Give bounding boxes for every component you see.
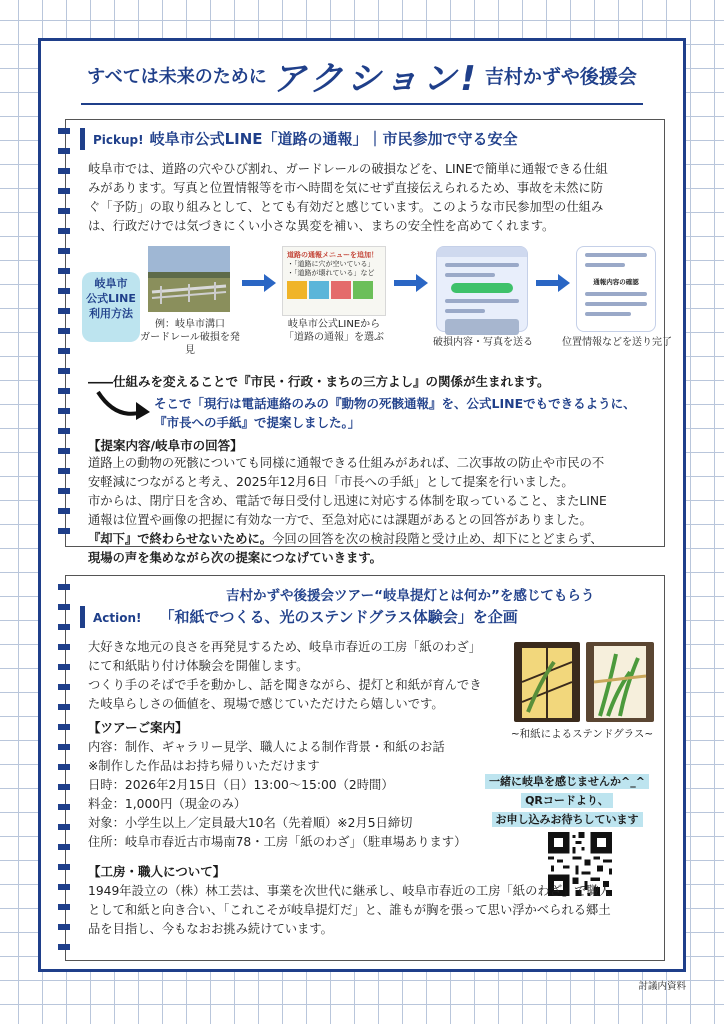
tour-details — [88, 738, 498, 852]
line-menu-image — [282, 246, 386, 316]
badge-line: 岐阜市 — [94, 277, 128, 290]
curved-arrow-icon — [96, 386, 152, 426]
intro-line: 岐阜市では、道路の穴やひび割れ、ガードレールの破損などを、LINEで簡単に通報できる仕組 — [88, 162, 608, 176]
section1-intro — [88, 160, 656, 236]
intro-line: 大好きな地元の良さを再発見するため、岐阜市春近の工房「紙のわざ」 — [88, 640, 482, 654]
lantern-photo — [514, 642, 580, 722]
menu-item: ・「道路に穴が空いている」 — [287, 260, 375, 268]
intro-line: みがあります。写真と位置情報等を市へ時間を気にせず直接伝えられるため、事故を未然に防 — [88, 181, 603, 195]
menu-item: ・「道路が壊れている」など — [287, 269, 375, 277]
answer-heading: 【提案内容/岐阜市の回答】 — [88, 438, 243, 453]
tour-title: 吉村かずや後援会ツアー“岐阜提灯とは何か”を感じてもらう — [226, 588, 595, 604]
detail-line: 対象：小学生以上／定員最大10名（先着順）※2月5日締切 — [88, 816, 413, 830]
detail-line: ※制作した作品はお持ち帰りいただけます — [88, 759, 320, 773]
caption-line: 例：岐阜市溝口 — [155, 319, 225, 330]
workshop-line: として和紙と向き合い、「これこそが岐阜提灯だ」と、誰もが胸を張って思い浮かべられる郷土 — [88, 903, 611, 917]
detail-line: 住所：岐阜市春近古市場南78・工房「紙のわざ」（駐車場あります） — [88, 835, 467, 849]
answer-line: 通報は位置や画像の把握に有効な一方で、至急対応には課題があるとの回答がありました。 — [88, 513, 592, 527]
image-caption: ~和紙によるステンドグラス~ — [510, 728, 654, 740]
proposal-note — [154, 394, 654, 432]
caption-line: ガードレール破損を発見 — [140, 332, 240, 356]
tour-heading: 【ツアーご案内】 — [88, 720, 188, 735]
footer-note: 討議内資料 — [638, 981, 686, 992]
step2-caption — [278, 318, 390, 344]
intro-line: た岐阜らしさの価値を、現場で感じていただけたら嬉しいです。 — [88, 697, 444, 711]
section2-title-text: 「和紙でつくる、光のステンドグラス体験会」を企画 — [159, 608, 518, 626]
section2-title — [80, 606, 518, 628]
answer-line: 市からは、閉庁日を含め、電話で毎日受付し迅速に対応する体制を取っていること、またLINE — [88, 494, 607, 508]
qr-text-line: QRコードより、 — [521, 793, 613, 808]
intro-line: つくり手のそばで手を動かし、話を聞きながら、提灯と和紙が育んでき — [88, 678, 482, 692]
caption-line: 「道路の通報」を選ぶ — [284, 332, 384, 343]
section1-title-text: 岐阜市公式LINE「道路の通報」｜市民参加で守る安全 — [149, 130, 518, 148]
step3-caption: 破損内容・写真を送る — [433, 337, 533, 348]
intro-line: にて和紙貼り付け体験会を開催します。 — [88, 659, 309, 673]
note-line: そこで「現行は電話連絡のみの『動物の死骸通報』を、公式LINEでもできるように、 — [154, 396, 636, 411]
note-line: 『市長への手紙』で提案しました。」 — [154, 415, 361, 430]
section1-title — [80, 128, 518, 150]
action-label: Action! — [93, 611, 142, 625]
header-divider — [81, 103, 643, 105]
answer-body — [88, 454, 660, 568]
section2-intro — [88, 638, 508, 714]
three-way-benefit: ――仕組みを変えることで『市民・行政・まちの三方よし』の関係が生まれます。 — [88, 374, 550, 389]
qr-invitation — [474, 772, 660, 829]
pickup-label: Pickup! — [93, 133, 144, 147]
workshop-heading: 【工房・職人について】 — [88, 864, 226, 879]
intro-line: は、行政だけでは気づきにくい小さな異変を補い、まちの安全性を高めてくれます。 — [88, 219, 555, 233]
qr-text-line: 一緒に岐阜を感じませんか^_^ — [485, 774, 649, 789]
intro-line: ぐ「予防」の取り組みとして、とても有効だと感じています。このような市民参加型の仕組み — [88, 200, 604, 214]
detail-line: 日時：2026年2月15日（日）13:00～15:00（2時間） — [88, 778, 394, 792]
stained-glass-photos — [514, 642, 654, 722]
report-chat-screen — [436, 246, 528, 332]
detail-line: 料金：1,000円（現金のみ） — [88, 797, 247, 811]
answer-line: 道路上の動物の死骸についても同様に通報できる仕組みがあれば、二次事故の防止や市民の不 — [88, 456, 605, 470]
workshop-line: 1949年設立の（株）林工芸は、事業を次世代に継承し、岐阜市春近の工房「紙のわざ」で職人 — [88, 884, 612, 898]
badge-line: 利用方法 — [89, 307, 133, 320]
badge-line: 公式LINE — [86, 292, 136, 305]
line-usage-badge — [82, 272, 140, 342]
caption-line: 岐阜市公式LINEから — [287, 319, 381, 330]
conclusion-bold: 『却下』で終わらせないために。 — [88, 532, 273, 546]
workshop-line: 品を目指し、今もなおお挑み続けています。 — [88, 922, 333, 936]
qr-text-line: お申し込みお待ちしています — [492, 812, 643, 827]
workshop-body — [88, 882, 660, 939]
report-confirm-screen — [576, 246, 656, 332]
confirm-title: 通報内容の確認 — [593, 278, 639, 286]
detail-line: 内容：制作、ギャラリー見学、職人による制作背景・和紙のお話 — [88, 740, 445, 754]
arrow-right-icon — [242, 274, 276, 292]
section-tour — [65, 575, 665, 961]
guardrail-photo — [148, 246, 230, 312]
leaflet-frame — [38, 38, 686, 972]
header-org: 吉村かずや後援会 — [484, 66, 637, 88]
step1-caption — [140, 318, 240, 357]
section-line-report — [65, 119, 672, 565]
lantern-photo — [586, 642, 654, 722]
step4-caption: 位置情報などを送り完了 — [562, 337, 672, 348]
arrow-right-icon — [394, 274, 428, 292]
header-action: アクション! — [271, 59, 480, 99]
menu-title: 道路の通報メニューを追加！ — [287, 251, 378, 259]
header-lead: すべては未来のために — [87, 66, 267, 88]
line-usage-flow — [74, 246, 672, 366]
conclusion-text: 今回の回答を次の検討段階と受け止め、却下にとどまらず、 — [272, 532, 603, 546]
answer-line: 安軽減につながると考え、2025年12月6日「市長への手紙」として提案を行いました。 — [88, 475, 574, 489]
conclusion-last: 現場の声を集めながら次の提案につなげていきます。 — [88, 551, 382, 565]
arrow-right-icon — [536, 274, 570, 292]
